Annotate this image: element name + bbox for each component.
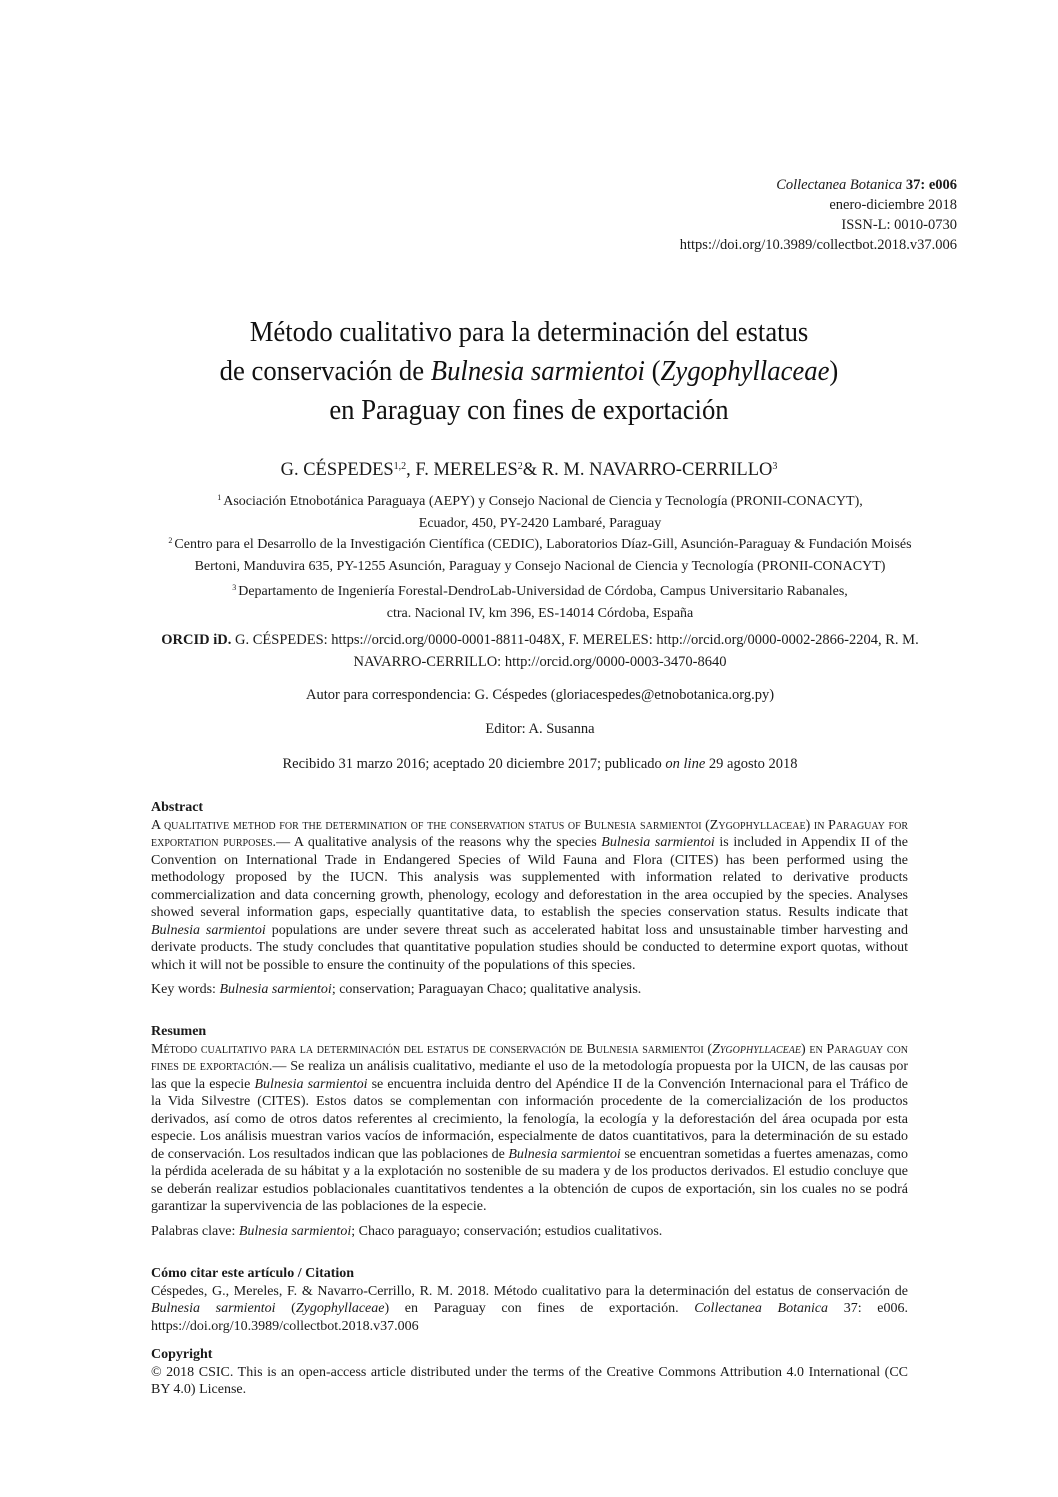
- resumen-body: [151, 1041, 908, 1216]
- orcid-links[interactable]: G. CÉSPEDES: https://orcid.org/0000-0001-8811-048X, F. MERELES: http://orcid.org/0000-0002-2866-2204, R. M.: [231, 632, 919, 648]
- affiliation-text: Ecuador, 450, PY-2420 Lambaré, Paraguay: [418, 516, 662, 531]
- title-line-2: [42, 352, 1015, 391]
- author-list: [0, 455, 1058, 482]
- author: [281, 460, 416, 480]
- abstract-text: populations are under severe threat such as accelerated habitat loss and unsustainable timber harvesting and derivate products. The study concludes that quantitative population studies should be conducted to determine export quotas, without which it will not be possible to ensure the continuity of the populations of this species.: [151, 922, 908, 973]
- author-name: F. MERELES: [415, 460, 518, 480]
- volume-issue: 37: e006: [905, 177, 957, 193]
- affiliation-text: Centro para el Desarrollo de la Investigación Científica (CEDIC), Laboratorios Díaz-Gill, Asunción-Paraguay & Fundación Moisés: [174, 537, 912, 552]
- orcid-label: ORCID iD.: [161, 632, 232, 648]
- abstract-text: is included in Appendix II of the Convention on International Trade in Endangered Species of Wild Fauna and Flora (CITES) has been performed using the methodology proposed by the IUCN. This analysis was supplemented with information related to derivative products commercialization and data concerning growth, phenology, ecology and deforestation in the area occupied by the species. Analyses showed several information gaps, especially quantitative data, to establish the species conservation status. Results indicate that: [151, 835, 909, 920]
- publication-dates: [100, 753, 980, 775]
- resumen-text: se encuentran sometidas a fuertes amenazas, como la pérdida acelerada de su hábitat y a la explotación no sostenible de su madera y de los productos derivados. El estudio concluye que se deberán realizar estudios poblacionales cuantitativos tendentes a la obtención de cupos de exportación, sin los cuales no se podrá garantizar la supervivencia de las poblaciones de la especie.: [151, 1146, 908, 1214]
- title-species: Bulnesia sarmientoi: [430, 355, 645, 387]
- abstract-text: A qualitative analysis of the reasons why the species: [293, 835, 602, 850]
- citation-part: Céspedes, G., Mereles, F. & Navarro-Cerrillo, R. M. 2018. Método cualitativo para la determinación del estatus de conservación de: [151, 1283, 908, 1299]
- author-name: R. M. NAVARRO-CERRILLO: [541, 460, 773, 480]
- family-name: Zygophyllaceae: [712, 1041, 801, 1057]
- affiliation-number: 1: [217, 493, 222, 502]
- affiliation-number: 2: [168, 536, 173, 545]
- palabras-clave: [151, 1223, 908, 1241]
- author-affiliation-ref: 3: [772, 461, 778, 472]
- abstract-heading: Abstract: [151, 800, 204, 815]
- keywords-label: Key words:: [151, 982, 220, 997]
- keywords-text: ; conservation; Paraguayan Chaco; qualitative analysis.: [331, 982, 642, 997]
- author-affiliation-ref: 1,2: [393, 461, 407, 472]
- author-affiliation-ref: 2: [517, 461, 523, 472]
- keywords-label: Palabras clave:: [151, 1223, 239, 1239]
- resumen-heading: Resumen: [151, 1024, 207, 1039]
- dash: —: [272, 1059, 291, 1074]
- resumen-text: se encuentra incluida dentro del Apéndice II de la Convención Internacional para el Tráfico de la Vida Silvestre (CITES). Estos datos se complementan con información procedente de la comercialización de los productos derivados, así como de otros datos referentes al crecimiento, la fenología, la ecología y la deforestación del área ocupada por esta especie. Los análisis muestran varios vacíos de información, especialmente de datos cuantitativos, para la determinación de su estado de conservación. Los resultados indican que las poblaciones de: [151, 1076, 909, 1162]
- resumen-title: Método cualitativo para la determinación del estatus de conservación de Bulnesia sarmientoi (: [151, 1041, 713, 1057]
- title-text: (: [644, 355, 661, 387]
- keywords: [151, 981, 908, 999]
- author: [415, 460, 541, 480]
- species-name: Bulnesia sarmientoi: [151, 922, 266, 938]
- species-name: Bulnesia sarmientoi: [238, 1223, 352, 1239]
- copyright-text: © 2018 CSIC. This is an open-access article distributed under the terms of the Creative Commons Attribution 4.0 International (CC BY 4.0) License.: [151, 1364, 908, 1397]
- copyright-section: [151, 1346, 908, 1399]
- author-separator: ,: [406, 460, 416, 480]
- title-family: Zygophyllaceae: [660, 355, 830, 387]
- species-name: Bulnesia sarmientoi: [254, 1076, 368, 1092]
- author-separator: &: [522, 460, 542, 480]
- citation-part: (: [275, 1301, 296, 1316]
- citation-heading: Cómo citar este artículo / Citation: [151, 1266, 355, 1281]
- dates-online: on line: [665, 756, 706, 772]
- issn: ISSN-L: 0010-0730: [841, 217, 957, 233]
- article-title: [42, 313, 1015, 430]
- affiliation-2: [100, 530, 980, 578]
- species-name: Bulnesia sarmientoi: [508, 1146, 621, 1162]
- dates-text: 29 agosto 2018: [705, 756, 798, 772]
- citation-part: 37: e006. https://doi.org/10.3989/collectbot.2018.v37.006: [151, 1301, 908, 1334]
- title-text: de conservación de: [219, 355, 431, 387]
- author: [542, 460, 778, 480]
- resumen-text: Se realiza un análisis cualitativo, mediante el uso de la metodología propuesta por la UICN, de las causas por las que la especie: [151, 1059, 908, 1092]
- title-line-3: en Paraguay con fines de exportación: [329, 394, 729, 426]
- doi-link[interactable]: https://doi.org/10.3989/collectbot.2018.v37.006: [679, 237, 957, 253]
- resumen-section: [151, 1023, 908, 1240]
- affiliation-text: Departamento de Ingeniería Forestal-DendroLab-Universidad de Córdoba, Campus Universitario Rabanales,: [238, 584, 848, 599]
- abstract-body: [151, 817, 908, 975]
- species-name: Bulnesia sarmientoi: [151, 1301, 276, 1316]
- affiliation-text: ctra. Nacional IV, km 396, ES-14014 Córdoba, España: [386, 606, 694, 621]
- abstract-title: A qualitative method for the determination of the conservation status of Bulnesia sarmientoi (Zygophyllaceae) in Paraguay for exportation purposes.: [151, 817, 908, 850]
- publication-period: enero-diciembre 2018: [829, 197, 957, 213]
- affiliation-3: [100, 577, 980, 625]
- citation-text: [151, 1283, 908, 1336]
- journal-name: Collectanea Botanica: [776, 177, 903, 193]
- affiliation-text: Asociación Etnobotánica Paraguaya (AEPY) y Consejo Nacional de Ciencia y Tecnología (PRONII-CONACYT),: [223, 494, 863, 509]
- citation-section: [151, 1265, 908, 1335]
- affiliation-text: Bertoni, Manduvira 635, PY-1255 Asunción, Paraguay y Consejo Nacional de Ciencia y Tecnología (PRONII-CONACYT): [194, 559, 886, 574]
- copyright-heading: Copyright: [151, 1347, 213, 1362]
- correspondence: Autor para correspondencia: G. Céspedes (gloriacespedes@etnobotanica.org.py): [305, 687, 775, 703]
- dash: —: [276, 835, 294, 850]
- author-name: G. CÉSPEDES: [280, 460, 394, 480]
- editor: Editor: A. Susanna: [485, 721, 595, 737]
- citation-part: ) en Paraguay con fines de exportación.: [384, 1301, 695, 1316]
- title-line-1: Método cualitativo para la determinación del estatus: [249, 316, 809, 348]
- journal-header: [680, 175, 957, 255]
- affiliation-1: [100, 487, 980, 535]
- keywords-text: ; Chaco paraguayo; conservación; estudios cualitativos.: [351, 1223, 663, 1239]
- title-text: ): [829, 355, 839, 387]
- journal-citation: [680, 175, 957, 195]
- resumen-title: ) en Paraguay con fines de exportación.: [151, 1041, 908, 1074]
- species-name: Bulnesia sarmientoi: [601, 835, 715, 850]
- species-name: Bulnesia sarmientoi: [219, 982, 332, 997]
- journal-name: Collectanea Botanica: [694, 1301, 829, 1316]
- family-name: Zygophyllaceae: [295, 1301, 385, 1316]
- dates-text: Recibido 31 marzo 2016; aceptado 20 diciembre 2017; publicado: [282, 756, 666, 772]
- abstract-section: [151, 799, 908, 999]
- orcid-links[interactable]: NAVARRO-CERRILLO: http://orcid.org/0000-0003-3470-8640: [353, 654, 727, 670]
- affiliation-number: 3: [232, 583, 237, 592]
- orcid-block: [100, 629, 980, 673]
